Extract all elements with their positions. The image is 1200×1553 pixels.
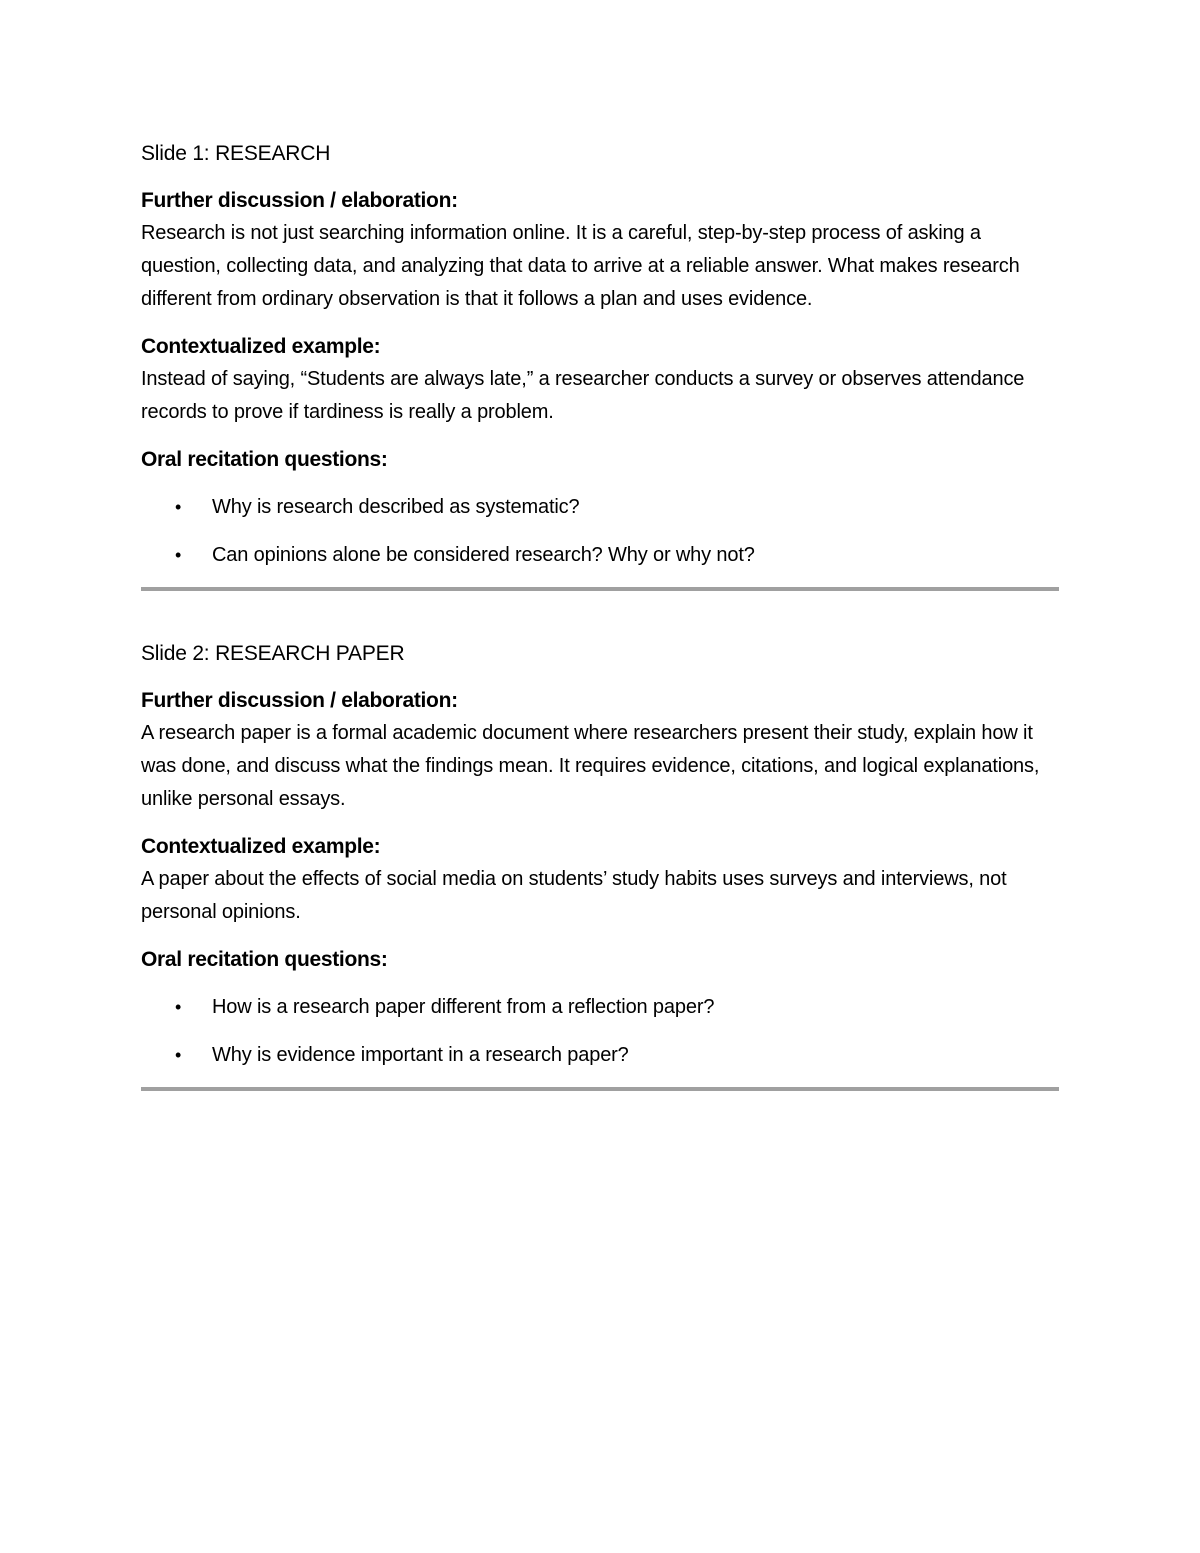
example-label: Contextualized example: — [141, 835, 381, 858]
question-text: Why is evidence important in a research paper? — [212, 1044, 629, 1066]
bullet-icon: • — [175, 997, 182, 1017]
example-label: Contextualized example: — [141, 335, 381, 358]
discussion-label: Further discussion / elaboration: — [141, 689, 458, 712]
example-text: Instead of saying, “Students are always late,” a researcher conducts a survey or observes attendance records to prove if tardiness is really a problem. — [141, 368, 1025, 423]
slide-title: Slide 1: RESEARCH — [141, 142, 331, 165]
questions-list — [141, 491, 1059, 572]
question-text: Why is research described as systematic? — [212, 496, 580, 518]
list-item — [141, 539, 1059, 572]
slide-1-section — [141, 138, 1059, 591]
question-text: How is a research paper different from a reflection paper? — [212, 996, 715, 1018]
list-item — [141, 1039, 1059, 1072]
question-text: Can opinions alone be considered research? Why or why not? — [212, 544, 755, 566]
bullet-icon: • — [175, 545, 182, 565]
bullet-icon: • — [175, 1045, 182, 1065]
discussion-text: Research is not just searching information online. It is a careful, step-by-step process of asking a question, collecting data, and analyzing that data to arrive at a reliable answer. What makes research different from ordinary observation is that it follows a plan and uses evidence. — [141, 222, 1020, 310]
section-divider — [141, 587, 1059, 591]
list-item — [141, 491, 1059, 524]
questions-label: Oral recitation questions: — [141, 448, 388, 471]
slide-title: Slide 2: RESEARCH PAPER — [141, 642, 405, 665]
document-page — [141, 138, 1059, 1091]
example-text: A paper about the effects of social media on students’ study habits uses surveys and interviews, not personal opinions. — [141, 868, 1007, 923]
questions-list — [141, 991, 1059, 1072]
discussion-label: Further discussion / elaboration: — [141, 189, 458, 212]
slide-2-section — [141, 638, 1059, 1091]
bullet-icon: • — [175, 497, 182, 517]
questions-label: Oral recitation questions: — [141, 948, 388, 971]
section-divider — [141, 1087, 1059, 1091]
list-item — [141, 991, 1059, 1024]
discussion-text: A research paper is a formal academic document where researchers present their study, explain how it was done, and discuss what the findings mean. It requires evidence, citations, and logical explanations, unlike personal essays. — [141, 722, 1040, 810]
